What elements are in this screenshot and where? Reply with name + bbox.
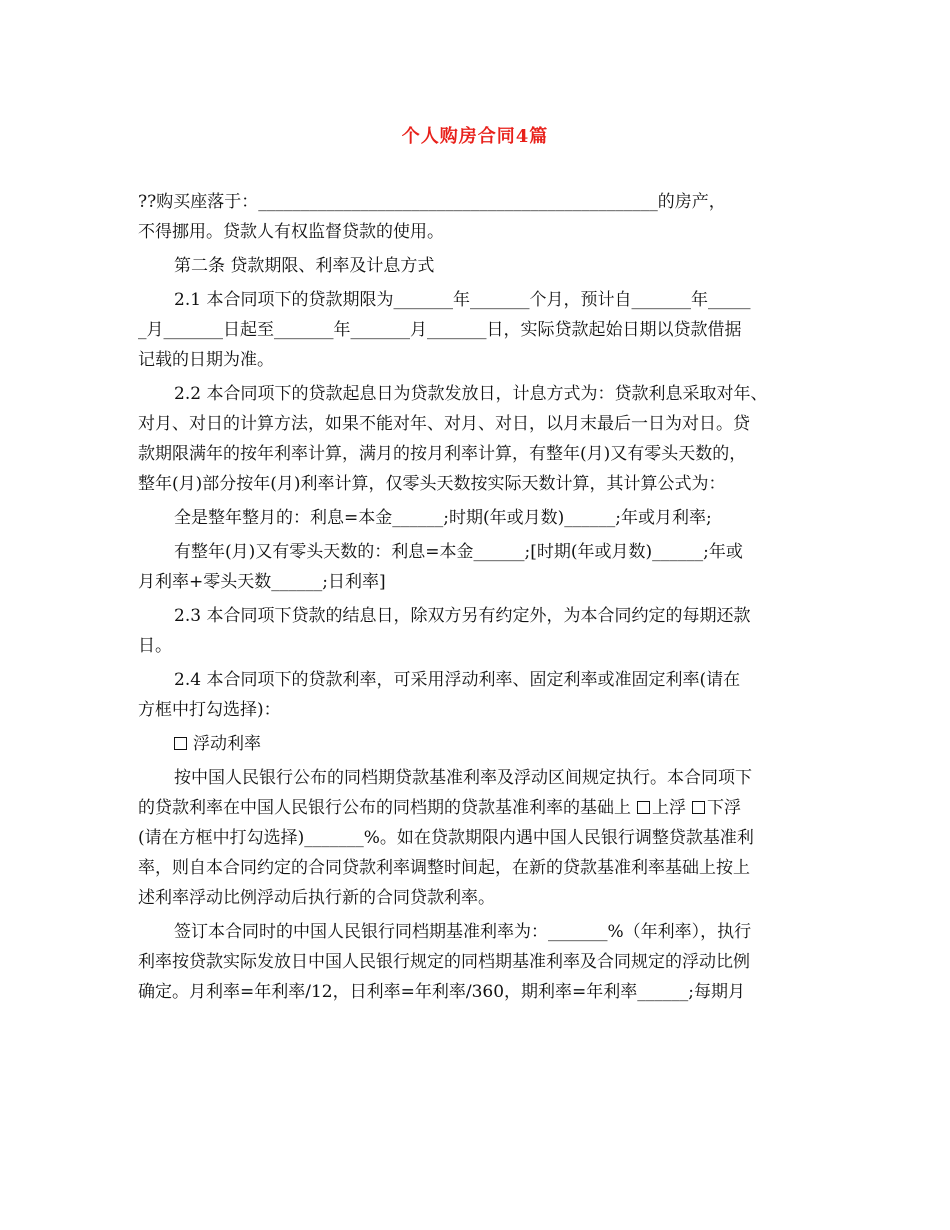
text-line: 2.1 本合同项下的贷款期限为_______年_______个月，预计自_______年_____ <box>174 290 751 310</box>
text-line: 按中国人民银行公布的同档期贷款基准利率及浮动区间规定执行。本合同项下 <box>174 768 752 788</box>
formula-line: 月利率+零头天数______;日利率] <box>138 572 386 592</box>
text-line: (请在方框中打勾选择)_______%。如在贷款期限内遇中国人民银行调整贷款基准利 <box>138 828 754 848</box>
floating-rate-checkbox[interactable] <box>174 737 187 750</box>
text-line: 款期限满年的按年利率计算，满月的按月利率计算，有整年(月)又有零头天数的， <box>138 444 747 464</box>
section-heading: 第二条 贷款期限、利率及计息方式 <box>174 256 435 276</box>
floating-rate-label: 浮动利率 <box>193 734 261 754</box>
text-line: 签订本合同时的中国人民银行同档期基准利率为：_______%（年利率），执行 <box>174 922 752 942</box>
text-line: 日。 <box>138 636 172 656</box>
text-line: 2.4 本合同项下的贷款利率，可采用浮动利率、固定利率或准固定利率(请在 <box>174 670 741 690</box>
text-line: 整年(月)部分按年(月)利率计算，仅零头天数按实际天数计算，其计算公式为： <box>138 474 726 494</box>
text-segment: 的贷款利率在中国人民银行公布的同档期的贷款基准利率的基础上 <box>138 798 631 818</box>
text-line: _月_______日起至_______年_______月_______日，实际贷款起始日期以贷款借据 <box>138 320 742 340</box>
document-body <box>138 187 814 1007</box>
document-title: 个人购房合同4篇 <box>401 126 549 147</box>
formula-line: 全是整年整月的：利息=本金______;时期(年或月数)______;年或月利率; <box>174 508 712 528</box>
text-line: 对月、对日的计算方法，如果不能对年、对月、对日，以月末最后一日为对日。贷 <box>138 414 750 434</box>
rate-direction-line <box>138 793 814 823</box>
rate-down-checkbox[interactable] <box>692 801 705 814</box>
text-line: 述利率浮动比例浮动后执行新的合同贷款利率。 <box>138 888 495 908</box>
rate-up-checkbox[interactable] <box>637 801 650 814</box>
text-line: 率，则自本合同约定的合同贷款利率调整时间起，在新的贷款基准利率基础上按上 <box>138 858 750 878</box>
text-line: 不得挪用。贷款人有权监督贷款的使用。 <box>138 222 444 242</box>
text-line: 2.3 本合同项下贷款的结息日，除双方另有约定外，为本合同约定的每期还款 <box>174 606 751 626</box>
text-line: 确定。月利率=年利率/12，日利率=年利率/360，期利率=年利率______;每期月 <box>138 982 745 1002</box>
text-line: 方框中打勾选择)： <box>138 700 281 720</box>
text-line: 利率按贷款实际发放日中国人民银行规定的同档期基准利率及合同规定的浮动比例 <box>138 952 750 972</box>
rate-down-label: 下浮 <box>707 798 741 818</box>
floating-rate-option[interactable] <box>138 729 814 759</box>
text-line: 2.2 本合同项下的贷款起息日为贷款发放日，计息方式为：贷款利息采取对年、 <box>174 384 768 404</box>
text-line: ??购买座落于：_______________________________________________的房产， <box>138 192 726 212</box>
rate-up-label: 上浮 <box>652 798 686 818</box>
text-line: 记载的日期为准。 <box>138 350 274 370</box>
formula-line: 有整年(月)又有零头天数的：利息=本金______;[时期(年或月数)______;年或 <box>174 542 743 562</box>
